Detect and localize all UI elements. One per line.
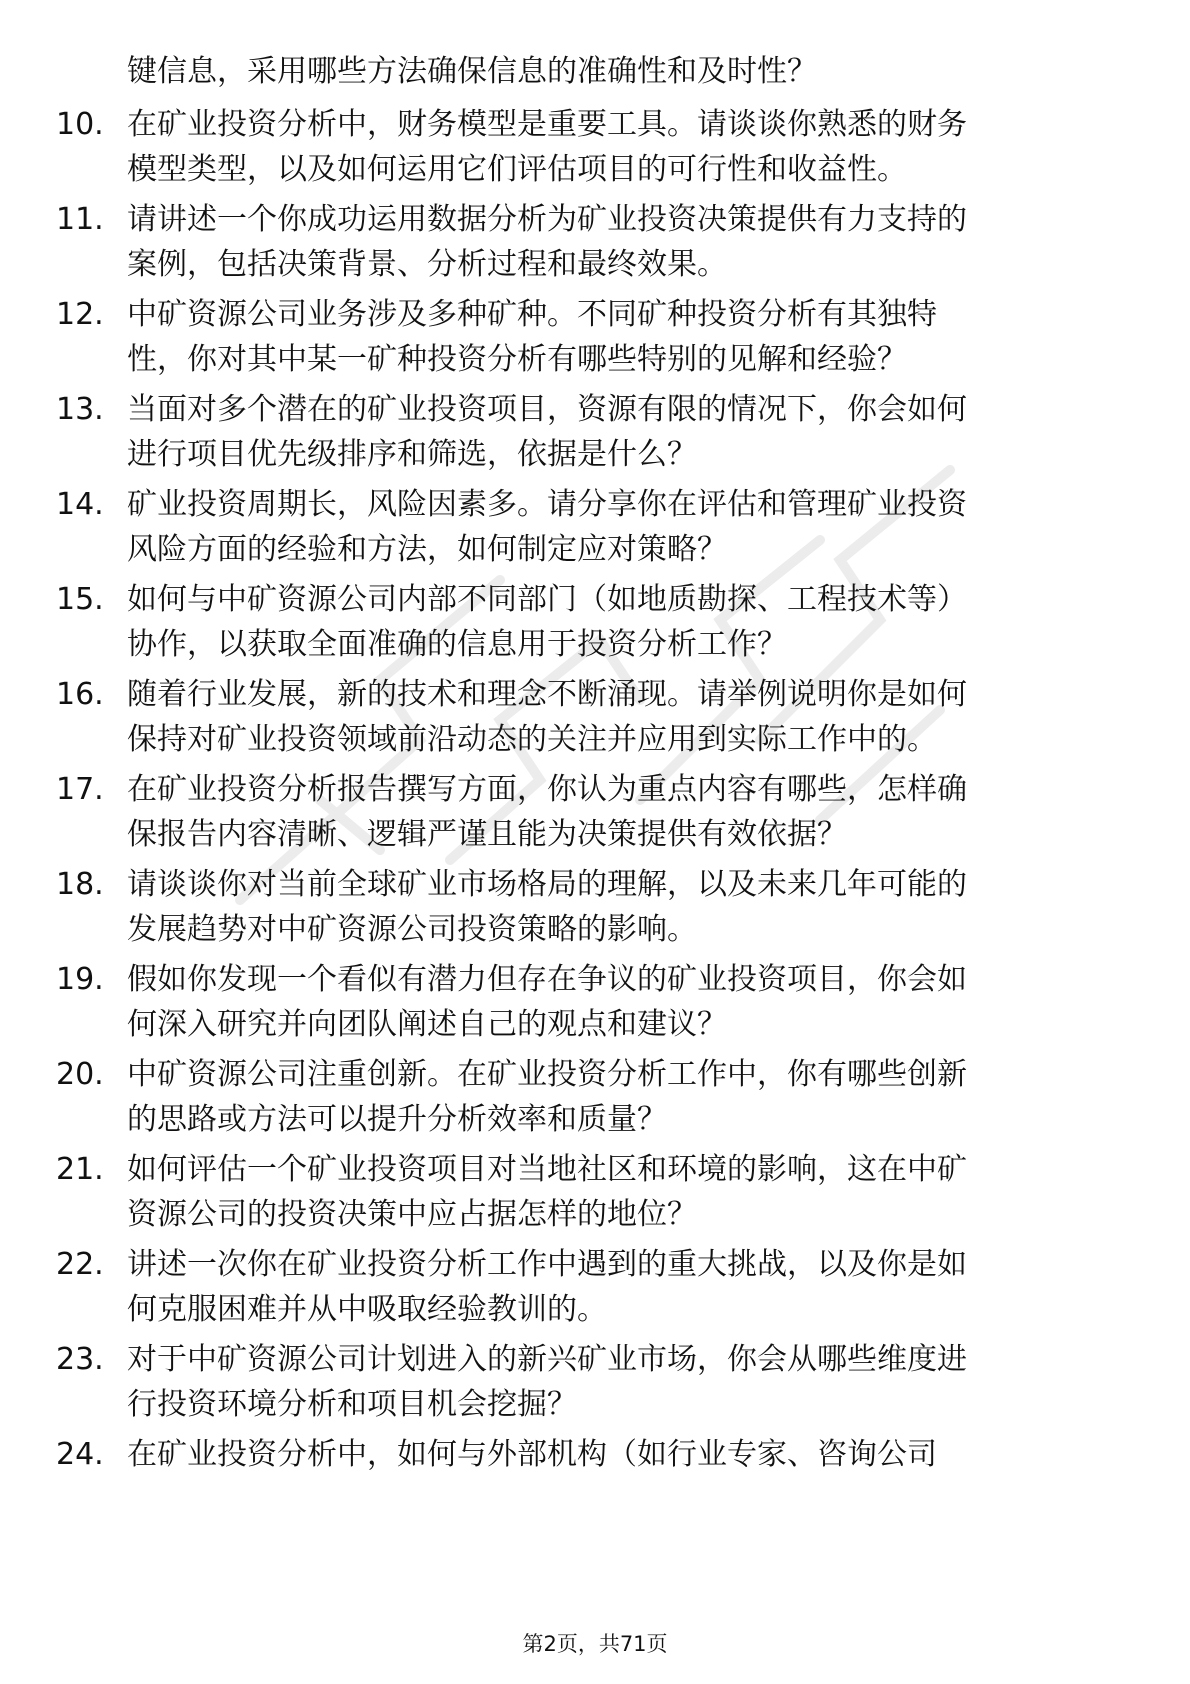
- question-number: 13.: [56, 392, 104, 427]
- question-text-line: 如何与中矿资源公司内部不同部门（如地质勘探、工程技术等）: [127, 582, 967, 617]
- question-text-line: 协作，以获取全面准确的信息用于投资分析工作？: [127, 627, 787, 662]
- question-number: 14.: [56, 487, 104, 522]
- page-number: 第2页，共71页: [522, 1632, 668, 1656]
- question-number: 17.: [56, 772, 104, 807]
- question-text-line: 矿业投资周期长，风险因素多。请分享你在评估和管理矿业投资: [127, 487, 967, 522]
- question-text-line: 在矿业投资分析中，财务模型是重要工具。请谈谈你熟悉的财务: [127, 107, 967, 142]
- question-number: 16.: [56, 677, 104, 712]
- question-text-line: 请讲述一个你成功运用数据分析为矿业投资决策提供有力支持的: [127, 202, 967, 237]
- question-text-line: 中矿资源公司注重创新。在矿业投资分析工作中，你有哪些创新: [127, 1057, 967, 1092]
- question-text-line: 中矿资源公司业务涉及多种矿种。不同矿种投资分析有其独特: [127, 297, 937, 332]
- question-number: 24.: [56, 1437, 104, 1472]
- question-text-line: 在矿业投资分析报告撰写方面，你认为重点内容有哪些，怎样确: [127, 772, 967, 807]
- question-text-line: 随着行业发展，新的技术和理念不断涌现。请举例说明你是如何: [127, 677, 967, 712]
- question-text-line: 讲述一次你在矿业投资分析工作中遇到的重大挑战，以及你是如: [127, 1247, 967, 1282]
- question-text-line: 行投资环境分析和项目机会挖掘？: [127, 1387, 577, 1422]
- question-number: 21.: [56, 1152, 104, 1187]
- question-text-line: 假如你发现一个看似有潜力但存在争议的矿业投资项目，你会如: [127, 962, 967, 997]
- question-number: 11.: [56, 202, 104, 237]
- question-text-line: 风险方面的经验和方法，如何制定应对策略？: [127, 532, 727, 567]
- question-text-line: 何克服困难并从中吸取经验教训的。: [127, 1292, 607, 1327]
- question-text-line: 的思路或方法可以提升分析效率和质量？: [127, 1102, 667, 1137]
- question-text-line: 当面对多个潜在的矿业投资项目，资源有限的情况下，你会如何: [127, 392, 967, 427]
- question-text-line: 性，你对其中某一矿种投资分析有哪些特别的见解和经验？: [127, 342, 907, 377]
- question-number: 12.: [56, 297, 104, 332]
- question-text-line: 何深入研究并向团队阐述自己的观点和建议？: [127, 1007, 727, 1042]
- question-number: 23.: [56, 1342, 104, 1377]
- continued-question-text: 键信息，采用哪些方法确保信息的准确性和及时性？: [127, 54, 817, 89]
- question-text-line: 模型类型，以及如何运用它们评估项目的可行性和收益性。: [127, 152, 907, 187]
- question-number: 18.: [56, 867, 104, 902]
- question-text-line: 资源公司的投资决策中应占据怎样的地位？: [127, 1197, 697, 1232]
- question-text-line: 请谈谈你对当前全球矿业市场格局的理解，以及未来几年可能的: [127, 867, 967, 902]
- question-text-line: 对于中矿资源公司计划进入的新兴矿业市场，你会从哪些维度进: [127, 1342, 967, 1377]
- question-number: 15.: [56, 582, 104, 617]
- question-text-line: 在矿业投资分析中，如何与外部机构（如行业专家、咨询公司: [127, 1437, 937, 1472]
- question-text-line: 保报告内容清晰、逻辑严谨且能为决策提供有效依据？: [127, 817, 847, 852]
- question-text-line: 案例，包括决策背景、分析过程和最终效果。: [127, 247, 727, 282]
- question-number: 10.: [56, 107, 104, 142]
- question-text-line: 发展趋势对中矿资源公司投资策略的影响。: [127, 912, 697, 947]
- question-text-line: 如何评估一个矿业投资项目对当地社区和环境的影响，这在中矿: [127, 1152, 967, 1187]
- question-text-line: 保持对矿业投资领域前沿动态的关注并应用到实际工作中的。: [127, 722, 937, 757]
- question-text-line: 进行项目优先级排序和筛选，依据是什么？: [127, 437, 697, 472]
- question-number: 22.: [56, 1247, 104, 1282]
- question-number: 20.: [56, 1057, 104, 1092]
- question-number: 19.: [56, 962, 104, 997]
